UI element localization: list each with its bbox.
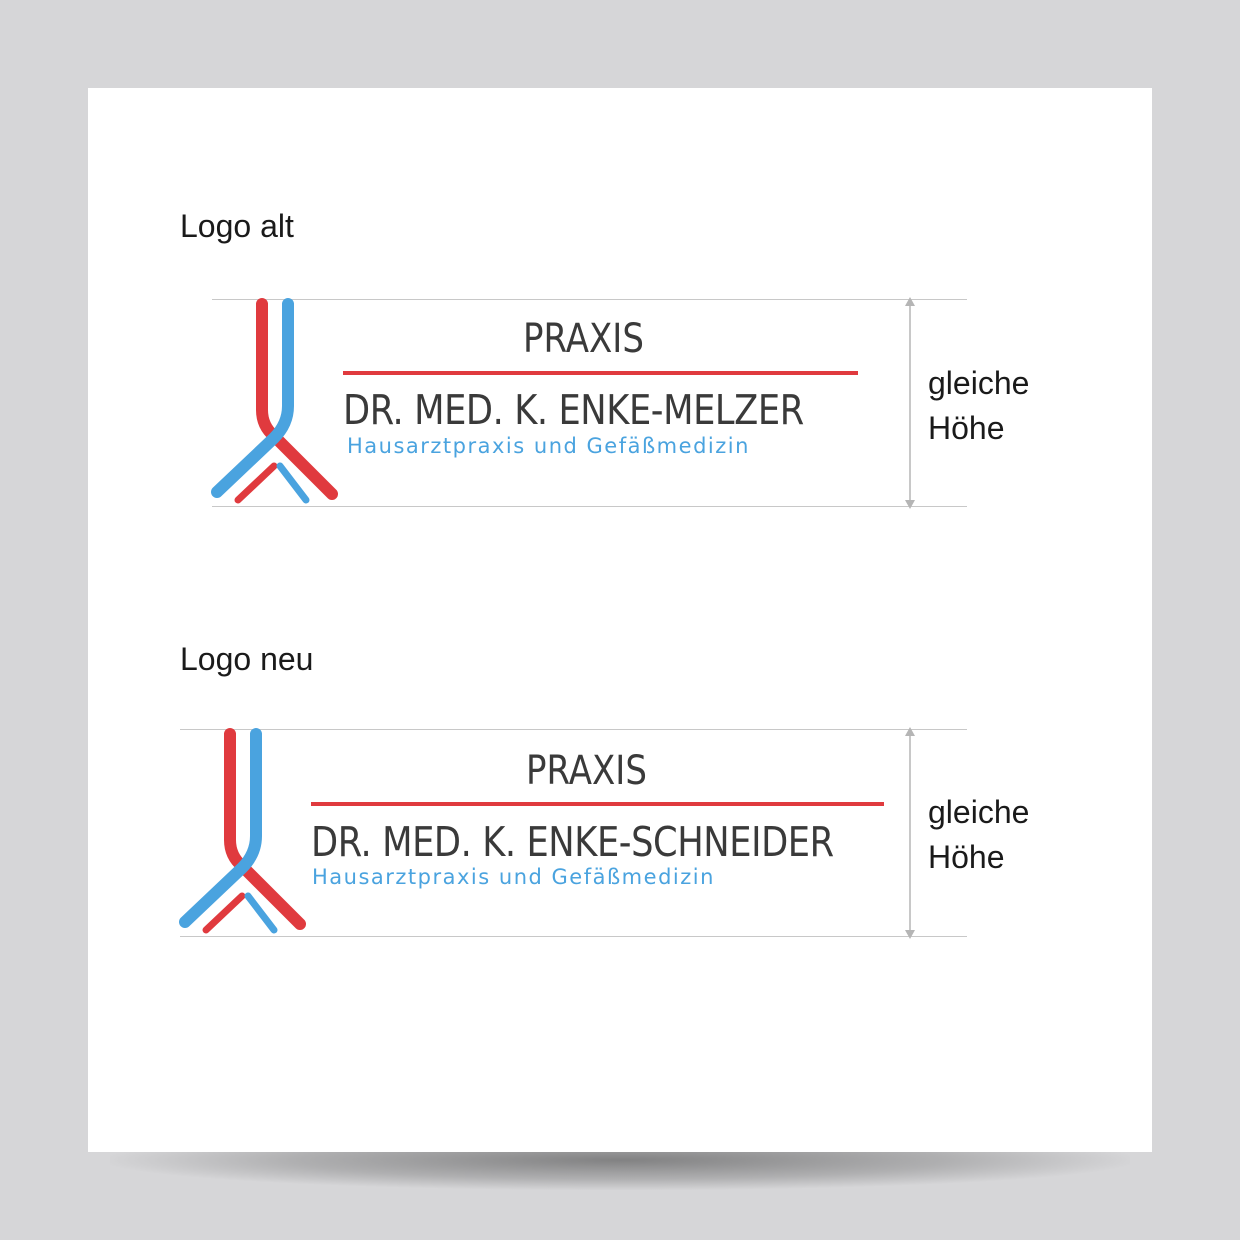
note-line-2: Höhe [928, 839, 1005, 875]
section-label-old: Logo alt [180, 208, 294, 244]
note-line-2: Höhe [928, 410, 1005, 446]
logo-subtitle: Hausarztpraxis und Gefäßmedizin [312, 865, 715, 889]
vessel-y-mark-icon [208, 298, 348, 508]
section-label-new: Logo neu [180, 641, 314, 677]
comparison-card [88, 88, 1152, 1152]
equal-height-note-new [928, 790, 1029, 880]
logo-old [208, 298, 868, 508]
logo-title-praxis: PRAXIS [523, 316, 644, 362]
note-line-1: gleiche [928, 365, 1030, 401]
note-line-1: gleiche [928, 794, 1030, 830]
height-dimension-arrow-new [900, 727, 920, 939]
equal-height-note-old [928, 361, 1029, 451]
logo-doctor-name: DR. MED. K. ENKE-SCHNEIDER [311, 818, 834, 866]
logo-subtitle: Hausarztpraxis und Gefäßmedizin [347, 434, 750, 458]
logo-title-praxis: PRAXIS [526, 748, 647, 794]
height-dimension-arrow-old [900, 297, 920, 509]
logo-divider-rule [343, 371, 858, 375]
logo-divider-rule [311, 802, 884, 806]
logo-doctor-name: DR. MED. K. ENKE-MELZER [343, 386, 804, 434]
vessel-y-mark-icon [176, 728, 316, 938]
logo-new [176, 728, 896, 938]
